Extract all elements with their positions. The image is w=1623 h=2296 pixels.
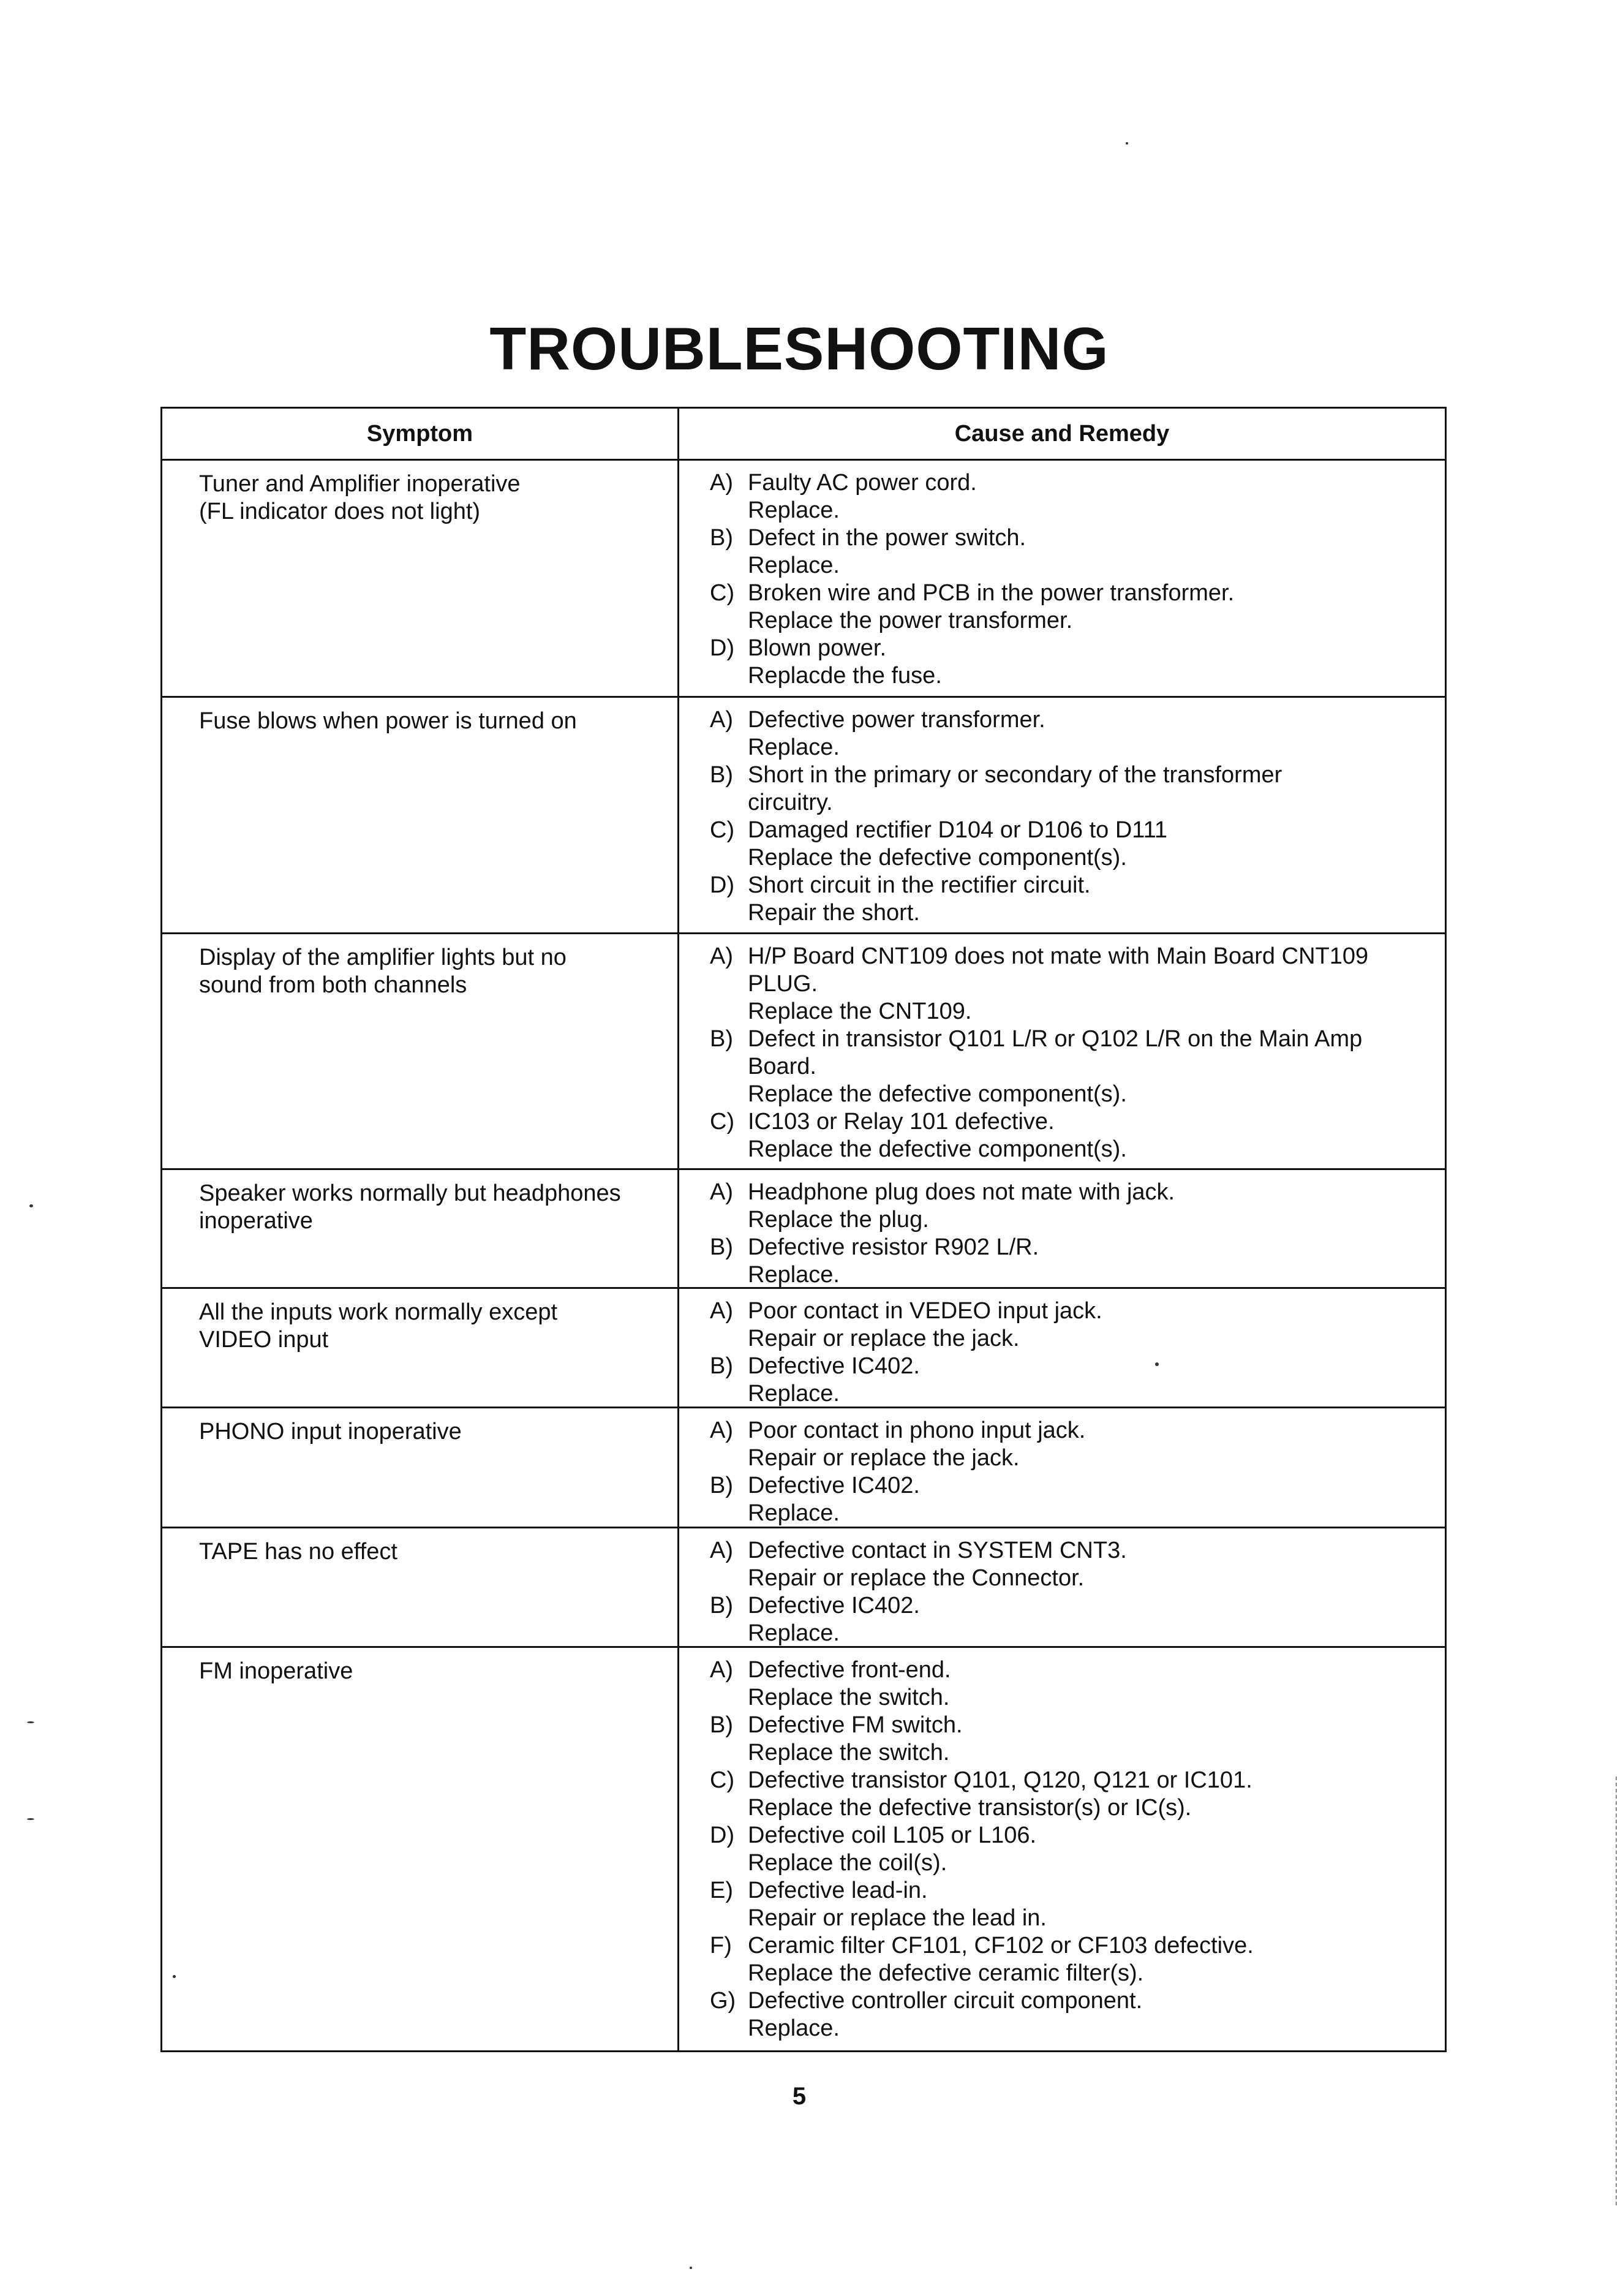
cause-letter: E)	[710, 1878, 733, 1903]
scan-speck	[1155, 1362, 1159, 1366]
cause-text: IC103 or Relay 101 defective.	[748, 1109, 1055, 1135]
page-title: TROUBLESHOOTING	[489, 315, 1109, 382]
cause-line	[710, 580, 1436, 607]
symptom-cell	[199, 1658, 665, 1685]
cause-text: Short in the primary or secondary of the transformer	[748, 762, 1282, 788]
cause-line	[710, 872, 1436, 899]
cause-text: Poor contact in VEDEO input jack.	[748, 1298, 1102, 1324]
cause-line	[710, 1108, 1436, 1136]
cause-letter: C)	[710, 1109, 735, 1135]
cause-item	[710, 817, 1436, 872]
remedy-text: Replace the CNT109.	[748, 999, 972, 1024]
cause-item	[710, 469, 1436, 524]
cause-item	[710, 1932, 1436, 1987]
table-row	[162, 698, 1445, 934]
cause-letter: A)	[710, 707, 733, 733]
remedy-text: Repair or replace the jack.	[748, 1445, 1020, 1471]
cause-line	[710, 817, 1436, 844]
symptom-cell	[199, 470, 665, 526]
scan-speck	[173, 1975, 176, 1978]
cause-line	[710, 943, 1436, 970]
cause-text: Defective power transformer.	[748, 707, 1045, 733]
symptom-text: PHONO input inoperative	[199, 1419, 462, 1444]
cause-item	[710, 635, 1436, 690]
cause-line	[710, 1353, 1436, 1380]
symptom-cell	[199, 1418, 665, 1446]
scan-speck	[29, 1204, 33, 1207]
cause-letter: B)	[710, 1593, 733, 1618]
cause-text: Defective IC402.	[748, 1593, 920, 1618]
cause-remedy-cell	[710, 1179, 1436, 1289]
cause-item	[710, 1417, 1436, 1472]
cause-line	[710, 1417, 1436, 1444]
symptom-text: (FL indicator does not light)	[199, 499, 481, 524]
cause-item	[710, 761, 1436, 817]
remedy-text: circuitry.	[748, 790, 833, 815]
remedy-text: Replace the power transformer.	[748, 608, 1073, 633]
cause-text: H/P Board CNT109 does not mate with Main Board CNT109	[748, 943, 1369, 969]
symptom-cell	[199, 944, 665, 999]
cause-line	[710, 1025, 1436, 1053]
symptom-text: sound from both channels	[199, 972, 467, 998]
cause-letter: G)	[710, 1988, 736, 2014]
cause-item	[710, 1987, 1436, 2042]
cause-item	[710, 1472, 1436, 1527]
cause-letter: B)	[710, 1234, 733, 1260]
cause-remedy-cell	[710, 1417, 1436, 1527]
cause-letter: C)	[710, 1767, 735, 1793]
remedy-text: Replace the switch.	[748, 1740, 950, 1765]
scan-edge-line	[1614, 1777, 1617, 2205]
cause-letter: B)	[710, 1473, 733, 1498]
symptom-text: inoperative	[199, 1208, 313, 1234]
cause-letter: C)	[710, 817, 735, 843]
cause-item	[710, 1179, 1436, 1234]
remedy-text: Repair or replace the lead in.	[748, 1905, 1047, 1931]
cause-line	[710, 635, 1436, 662]
cause-remedy-cell	[710, 1656, 1436, 2042]
cause-item	[710, 943, 1436, 1025]
cause-letter: D)	[710, 635, 735, 661]
remedy-text: Replace.	[748, 734, 840, 760]
cause-item	[710, 1822, 1436, 1877]
cause-item	[710, 1353, 1436, 1408]
cause-item	[710, 1234, 1436, 1289]
symptom-header: Symptom	[366, 421, 473, 447]
remedy-text: Replace the defective ceramic filter(s).	[748, 1960, 1144, 1986]
cause-item	[710, 872, 1436, 927]
scan-speck	[27, 1721, 34, 1723]
cause-text: Ceramic filter CF101, CF102 or CF103 defective.	[748, 1933, 1254, 1958]
remedy-text: Replace.	[748, 1620, 840, 1646]
column-divider	[677, 409, 679, 2050]
table-row	[162, 1528, 1445, 1648]
cause-line	[710, 1537, 1436, 1565]
remedy-text: Repair the short.	[748, 900, 920, 926]
table-header-row	[162, 409, 1445, 461]
troubleshooting-table	[160, 407, 1447, 2052]
symptom-text: TAPE has no effect	[199, 1539, 397, 1565]
cause-text: Damaged rectifier D104 or D106 to D111	[748, 817, 1168, 843]
cause-item	[710, 524, 1436, 580]
cause-item	[710, 1767, 1436, 1822]
remedy-text: Repair or replace the Connector.	[748, 1565, 1085, 1591]
cause-item	[710, 1712, 1436, 1767]
remedy-text: Replace.	[748, 1381, 840, 1407]
cause-item	[710, 580, 1436, 635]
cause-text: Short circuit in the rectifier circuit.	[748, 872, 1091, 898]
cause-line	[710, 469, 1436, 497]
remedy-text: Replacde the fuse.	[748, 663, 942, 689]
cause-letter: B)	[710, 762, 733, 788]
cause-text: Defective FM switch.	[748, 1712, 963, 1738]
symptom-text: VIDEO input	[199, 1327, 329, 1353]
cause-item	[710, 1592, 1436, 1647]
cause-item	[710, 1656, 1436, 1712]
cause-line	[710, 1592, 1436, 1620]
cause-text: Defective IC402.	[748, 1473, 920, 1498]
cause-letter: A)	[710, 1179, 733, 1205]
cause-line	[710, 1822, 1436, 1849]
cause-text: Defective front-end.	[748, 1657, 951, 1683]
remedy-text: Replace.	[748, 553, 840, 578]
table-row	[162, 934, 1445, 1170]
cause-line	[710, 1297, 1436, 1325]
cause-text: Defective contact in SYSTEM CNT3.	[748, 1538, 1127, 1563]
cause-letter: A)	[710, 943, 733, 969]
cause-text: Defective resistor R902 L/R.	[748, 1234, 1039, 1260]
table-row	[162, 1289, 1445, 1408]
symptom-text: Speaker works normally but headphones	[199, 1180, 621, 1206]
cause-text: Poor contact in phono input jack.	[748, 1418, 1086, 1443]
cause-letter: B)	[710, 1353, 733, 1379]
remedy-text: PLUG.	[748, 971, 818, 997]
symptom-cell	[199, 1299, 665, 1354]
cause-text: Defective controller circuit component.	[748, 1988, 1143, 2014]
cause-line	[710, 1767, 1436, 1794]
cause-letter: D)	[710, 872, 735, 898]
remedy-text: Replace the defective transistor(s) or IC(s).	[748, 1795, 1192, 1821]
remedy-text: Replace.	[748, 497, 840, 523]
symptom-cell	[199, 708, 665, 735]
remedy-text: Replace the plug.	[748, 1207, 929, 1233]
cause-letter: B)	[710, 1712, 733, 1738]
cause-line	[710, 1179, 1436, 1206]
symptom-text: Fuse blows when power is turned on	[199, 708, 577, 734]
table-row	[162, 461, 1445, 698]
cause-text: Defective coil L105 or L106.	[748, 1822, 1037, 1848]
cause-letter: B)	[710, 525, 733, 551]
cause-line	[710, 1472, 1436, 1500]
cause-text: Defect in transistor Q101 L/R or Q102 L/R on the Main Amp	[748, 1026, 1363, 1052]
cause-letter: A)	[710, 1538, 733, 1563]
symptom-text: FM inoperative	[199, 1658, 353, 1684]
remedy-text: Replace.	[748, 1262, 840, 1288]
remedy-text: Replace the defective component(s).	[748, 845, 1127, 870]
cause-text: Faulty AC power cord.	[748, 470, 977, 496]
table-row	[162, 1170, 1445, 1289]
cause-text: Headphone plug does not mate with jack.	[748, 1179, 1175, 1205]
page-number: 5	[792, 2083, 807, 2110]
cause-item	[710, 1297, 1436, 1353]
cause-letter: B)	[710, 1026, 733, 1052]
cause-item	[710, 1877, 1436, 1932]
remedy-text: Replace.	[748, 1500, 840, 1526]
cause-text: Defective transistor Q101, Q120, Q121 or IC101.	[748, 1767, 1252, 1793]
symptom-text: All the inputs work normally except	[199, 1299, 558, 1325]
cause-line	[710, 1234, 1436, 1261]
cause-line	[710, 706, 1436, 734]
table-row	[162, 1408, 1445, 1528]
remedy-text: Replace the defective component(s).	[748, 1081, 1127, 1107]
cause-remedy-cell	[710, 943, 1436, 1163]
cause-remedy-cell	[710, 469, 1436, 690]
cause-header: Cause and Remedy	[954, 421, 1170, 447]
scan-speck	[27, 1818, 34, 1820]
cause-remedy-cell	[710, 706, 1436, 927]
cause-letter: A)	[710, 1657, 733, 1683]
cause-text: Blown power.	[748, 635, 887, 661]
symptom-text: Tuner and Amplifier inoperative	[199, 471, 521, 497]
remedy-text: Board.	[748, 1054, 816, 1079]
cause-letter: F)	[710, 1933, 732, 1958]
symptom-cell	[199, 1538, 665, 1566]
cause-line	[710, 761, 1436, 789]
cause-letter: C)	[710, 580, 735, 606]
remedy-text: Replace.	[748, 2015, 840, 2041]
cause-item	[710, 1108, 1436, 1163]
cause-line	[710, 1932, 1436, 1960]
remedy-text: Replace the coil(s).	[748, 1850, 947, 1876]
cause-line	[710, 1656, 1436, 1684]
remedy-text: Replace the defective component(s).	[748, 1136, 1127, 1162]
cause-text: Defective lead-in.	[748, 1878, 928, 1903]
cause-item	[710, 706, 1436, 761]
cause-line	[710, 1987, 1436, 2015]
cause-remedy-cell	[710, 1537, 1436, 1647]
scan-speck	[1126, 142, 1128, 145]
table-row	[162, 1648, 1445, 2054]
cause-letter: A)	[710, 1298, 733, 1324]
cause-letter: A)	[710, 470, 733, 496]
cause-line	[710, 1712, 1436, 1739]
cause-text: Defect in the power switch.	[748, 525, 1026, 551]
cause-remedy-cell	[710, 1297, 1436, 1408]
cause-letter: D)	[710, 1822, 735, 1848]
remedy-text: Repair or replace the jack.	[748, 1326, 1020, 1351]
cause-item	[710, 1537, 1436, 1592]
cause-letter: A)	[710, 1418, 733, 1443]
scan-speck	[690, 2267, 692, 2269]
symptom-text: Display of the amplifier lights but no	[199, 945, 567, 970]
symptom-cell	[199, 1180, 665, 1235]
cause-line	[710, 1877, 1436, 1905]
cause-item	[710, 1025, 1436, 1108]
remedy-text: Replace the switch.	[748, 1685, 950, 1710]
cause-text: Broken wire and PCB in the power transformer.	[748, 580, 1235, 606]
cause-text: Defective IC402.	[748, 1353, 920, 1379]
cause-line	[710, 524, 1436, 552]
